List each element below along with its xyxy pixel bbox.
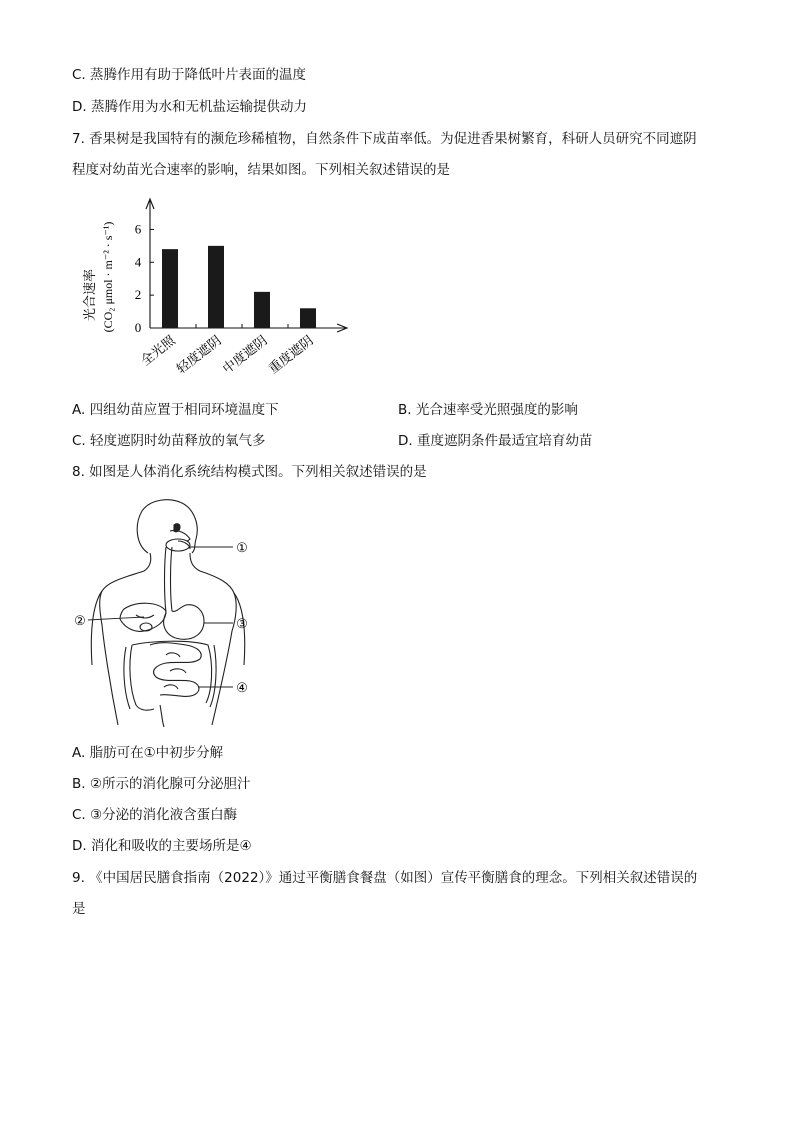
q9-stem-line2: 是 bbox=[72, 901, 86, 917]
esophagus bbox=[165, 547, 167, 613]
q8-option-c[interactable]: C. ③分泌的消化液含蛋白酶 bbox=[72, 807, 238, 823]
bar bbox=[208, 246, 224, 328]
q7-option-d[interactable]: D. 重度遮阴条件最适宜培育幼苗 bbox=[398, 433, 593, 449]
digestive-system-diagram bbox=[70, 495, 270, 730]
x-category-label: 轻度遮阴 bbox=[173, 332, 224, 377]
label-1: ① bbox=[236, 540, 248, 555]
label-4: ④ bbox=[236, 680, 248, 695]
stomach bbox=[164, 605, 204, 640]
small-intestine bbox=[150, 643, 201, 697]
q8-stem: 8. 如图是人体消化系统结构模式图。下列相关叙述错误的是 bbox=[72, 464, 427, 480]
q9-stem-line1: 9. 《中国居民膳食指南（2022）》通过平衡膳食餐盘（如图）宣传平衡膳食的理念。下列相关叙述错误的 bbox=[72, 870, 698, 886]
bar bbox=[254, 292, 270, 328]
q7-option-b[interactable]: B. 光合速率受光照强度的影响 bbox=[398, 402, 578, 418]
y-tick-label: 6 bbox=[134, 221, 142, 237]
q7-stem-line1: 7. 香果树是我国特有的濒危珍稀植物，自然条件下成苗率低。为促进香果树繁育，科研人员研究不同遮阴 bbox=[72, 131, 697, 147]
x-category-label: 全光照 bbox=[137, 332, 178, 369]
q6-option-d: D. 蒸腾作用为水和无机盐运输提供动力 bbox=[72, 99, 307, 115]
q7-stem-line2: 程度对幼苗光合速率的影响，结果如图。下列相关叙述错误的是 bbox=[72, 162, 450, 178]
photosynthesis-bar-chart bbox=[70, 195, 370, 390]
x-category-label: 中度遮阴 bbox=[219, 332, 270, 377]
torso-outline bbox=[100, 553, 151, 725]
y-axis-unit: (CO₂ μmol · m⁻² · s⁻¹) bbox=[101, 221, 115, 333]
label-2: ② bbox=[74, 613, 86, 628]
x-category-label: 重度遮阴 bbox=[265, 332, 316, 377]
y-tick-label: 0 bbox=[134, 320, 142, 335]
label-3: ③ bbox=[236, 616, 248, 631]
y-tick-label: 2 bbox=[134, 287, 142, 303]
q8-option-a[interactable]: A. 脂肪可在①中初步分解 bbox=[72, 745, 224, 761]
bar bbox=[162, 249, 178, 328]
q7-option-a[interactable]: A. 四组幼苗应置于相同环境温度下 bbox=[72, 402, 279, 418]
q6-option-c: C. 蒸腾作用有助于降低叶片表面的温度 bbox=[72, 67, 307, 83]
bar bbox=[300, 308, 316, 328]
y-tick-label: 4 bbox=[134, 254, 142, 270]
y-axis-label: 光合速率 bbox=[82, 268, 97, 322]
q8-option-d[interactable]: D. 消化和吸收的主要场所是④ bbox=[72, 838, 252, 854]
q7-option-c[interactable]: C. 轻度遮阴时幼苗释放的氧气多 bbox=[72, 433, 266, 449]
q8-option-b[interactable]: B. ②所示的消化腺可分泌胆汁 bbox=[72, 776, 251, 792]
